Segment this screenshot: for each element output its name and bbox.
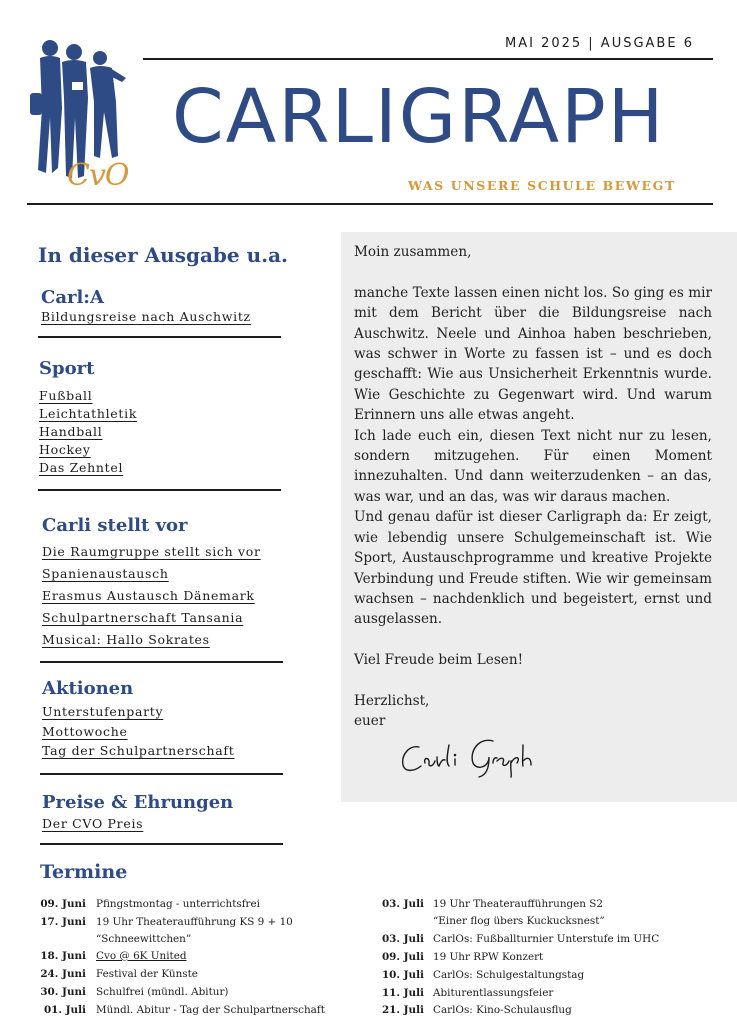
- letter-line: was war, und an das, was wir daraus machen.: [354, 489, 671, 505]
- toc-link-cvo-preis[interactable]: Der CVO Preis: [42, 816, 144, 831]
- handwritten-signature: [397, 733, 537, 778]
- newsletter-title: CARLIGRAPH: [172, 74, 666, 160]
- toc-link-unterstufenparty[interactable]: Unterstufenparty: [42, 704, 164, 719]
- letter-closing: Viel Freude beim Lesen!: [354, 652, 524, 668]
- section-heading-aktionen: Aktionen: [42, 678, 134, 699]
- newsletter-tagline: WAS UNSERE SCHULE BEWEGT: [408, 178, 676, 193]
- event-date: 24. Juni: [40, 968, 86, 980]
- letter-line: Und genau dafür ist dieser Carligraph da: Er zeigt,: [354, 509, 712, 525]
- section-divider: [38, 336, 281, 338]
- event-text: 19 Uhr Theateraufführungen S2: [433, 898, 604, 910]
- letter-line: was schwer in Worte zu fassen ist – und es doch: [354, 346, 712, 362]
- event-date: 18. Juni: [40, 950, 86, 962]
- event-text: “Schneewittchen”: [96, 933, 192, 945]
- event-date: 10. Juli: [381, 969, 424, 981]
- toc-link-fussball[interactable]: Fußball: [39, 388, 93, 403]
- logo-cvo-text: CvO: [67, 158, 129, 193]
- letter-line: geschafft: Wie aus Unsicherheit Erkenntnis wurde.: [354, 366, 712, 382]
- event-date: 21. Juli: [381, 1004, 424, 1016]
- section-heading-carli-stellt-vor: Carli stellt vor: [42, 515, 188, 536]
- event-text: Festival der Künste: [96, 968, 198, 980]
- toc-link-raumgruppe[interactable]: Die Raumgruppe stellt sich vor: [42, 544, 261, 559]
- letter-line: wachsen – nachdenklich und begeistert, ernst und: [354, 591, 712, 607]
- letter-line: Wie Geschichte zu Gegenwart wird. Und warum: [354, 387, 712, 403]
- event-text: “Einer flog übers Kuckucksnest”: [433, 915, 605, 927]
- toc-link-hockey[interactable]: Hockey: [39, 442, 91, 457]
- letter-line: wie lebendig unsere Schulgemeinschaft ist. Wie: [354, 530, 712, 546]
- section-divider: [40, 661, 283, 663]
- toc-link-leichtathletik[interactable]: Leichtathletik: [39, 406, 138, 421]
- letter-line: Auschwitz. Neele und Ainhoa haben beschrieben,: [354, 326, 712, 342]
- event-date: 11. Juli: [381, 987, 424, 999]
- toc-link-schulpartnerschaft-tag[interactable]: Tag der Schulpartnerschaft: [42, 743, 235, 758]
- toc-link-tansania[interactable]: Schulpartnerschaft Tansania: [42, 610, 244, 625]
- event-date: 03. Juli: [381, 933, 424, 945]
- letter-line: Verbindung und Freude stiften. Wie wir gemeinsam: [354, 571, 712, 587]
- section-divider: [38, 489, 281, 491]
- event-date: 03. Juli: [381, 898, 424, 910]
- event-text: CarlOs: Kino-Schulausflug: [433, 1004, 572, 1016]
- event-text: 19 Uhr Theateraufführung KS 9 + 10: [96, 916, 293, 928]
- letter-signoff: Herzlichst,: [354, 693, 430, 709]
- contents-heading: In dieser Ausgabe u.a.: [38, 243, 289, 267]
- letter-line: innezuhalten. Und dann weiterzudenken – an das,: [354, 468, 712, 484]
- toc-link-erasmus-daenemark[interactable]: Erasmus Austausch Dänemark: [42, 588, 255, 603]
- section-divider: [40, 773, 283, 775]
- event-date: 17. Juni: [40, 916, 86, 928]
- toc-link-spanienaustausch[interactable]: Spanienaustausch: [42, 566, 169, 581]
- event-text: 19 Uhr RPW Konzert: [433, 951, 544, 963]
- section-divider: [40, 843, 283, 845]
- event-date: 01. Juli: [43, 1004, 86, 1016]
- section-heading-preise: Preise & Ehrungen: [42, 792, 234, 813]
- event-text: Pfingstmontag - unterrichtsfrei: [96, 898, 260, 910]
- letter-line: mit dem Bericht über die Bildungsreise nach: [354, 305, 712, 321]
- event-text: Abiturentlassungsfeier: [433, 987, 554, 999]
- letter-line: manche Texte lassen einen nicht los. So ging es mir: [354, 285, 712, 301]
- header-rule-top: [143, 58, 713, 60]
- event-date: 30. Juni: [40, 986, 86, 998]
- header-rule-bottom: [27, 203, 713, 205]
- event-date: 09. Juni: [40, 898, 86, 910]
- section-heading-sport: Sport: [39, 358, 95, 379]
- letter-greeting: Moin zusammen,: [354, 244, 472, 260]
- letter-line: Sport, Austauschprogramme und kreative Projekte: [354, 550, 712, 566]
- toc-link-musical[interactable]: Musical: Hallo Sokrates: [42, 632, 210, 647]
- section-heading-carl-a: Carl:A: [41, 287, 104, 308]
- letter-euer: euer: [354, 713, 386, 729]
- event-text: Schulfrei (mündl. Abitur): [96, 986, 229, 998]
- letter-line: Ich lade euch ein, diesen Text nicht nur zu lesen,: [354, 428, 712, 444]
- letter-line: Erinnern uns alle etwas angeht.: [354, 407, 575, 423]
- event-link-6k-united[interactable]: Cvo @ 6K United: [96, 950, 187, 962]
- termine-heading: Termine: [40, 861, 128, 883]
- event-date: 09. Juli: [381, 951, 424, 963]
- toc-link-auschwitz[interactable]: Bildungsreise nach Auschwitz: [41, 309, 251, 324]
- toc-link-handball[interactable]: Handball: [39, 424, 103, 439]
- toc-link-das-zehntel[interactable]: Das Zehntel: [39, 460, 124, 475]
- event-text: Mündl. Abitur - Tag der Schulpartnerschaft: [96, 1004, 325, 1016]
- issue-info: MAI 2025 | AUSGABE 6: [505, 36, 694, 51]
- toc-link-mottowoche[interactable]: Mottowoche: [42, 724, 128, 739]
- letter-line: ausgelassen.: [354, 611, 443, 627]
- event-text: CarlOs: Schulgestaltungstag: [433, 969, 585, 981]
- letter-line: sondern mitzugehen. Für einen Moment: [354, 448, 712, 464]
- event-text: CarlOs: Fußballturnier Unterstufe im UHC: [433, 933, 660, 945]
